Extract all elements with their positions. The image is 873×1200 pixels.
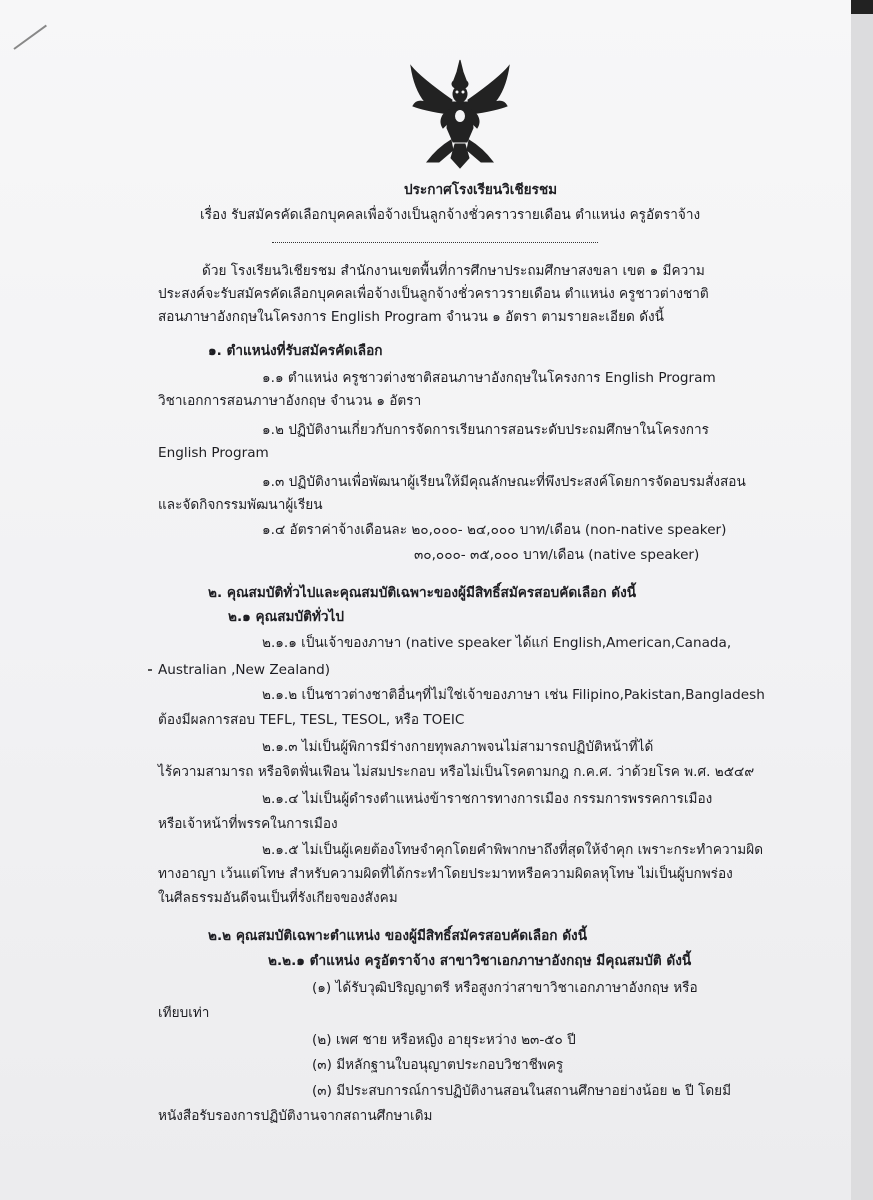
garuda-emblem-icon	[405, 58, 515, 170]
section-2-1-line: ๒.๑.๓ ไม่เป็นผู้พิการมีร่างกายทุพลภาพจนไม่สามารถปฏิบัติหน้าที่ได้	[262, 739, 654, 755]
section-2-1-line: ไร้ความสามารถ หรือจิตฟั่นเฟือน ไม่สมประกอบ หรือไม่เป็นโรคตามกฎ ก.ค.ศ. ว่าด้วยโรค พ.ศ. ๒๕๔๙	[158, 764, 755, 780]
section-2-2-heading: ๒.๒ คุณสมบัติเฉพาะตำแหน่ง ของผู้มีสิทธิ์สมัครสอบคัดเลือก ดังนี้	[208, 928, 587, 944]
intro-line: ประสงค์จะรับสมัครคัดเลือกบุคคลเพื่อจ้างเป็นลูกจ้างชั่วคราวรายเดือน ตำแหน่ง ครูชาวต่างชาติ	[158, 286, 709, 302]
qualification-item: หนังสือรับรองการปฏิบัติงานจากสถานศึกษาเดิม	[158, 1108, 433, 1124]
scan-corner	[851, 0, 873, 14]
qualification-item: (๓) มีหลักฐานใบอนุญาตประกอบวิชาชีพครู	[312, 1057, 564, 1073]
staple-mark	[13, 25, 47, 50]
section-2-heading: ๒. คุณสมบัติทั่วไปและคุณสมบัติเฉพาะของผู้มีสิทธิ์สมัครสอบคัดเลือก ดังนี้	[208, 585, 637, 601]
section-2-1-line: ในศีลธรรมอันดีจนเป็นที่รังเกียจของสังคม	[158, 890, 398, 906]
section-2-1-line: ต้องมีผลการสอบ TEFL, TESL, TESOL, หรือ TOEIC	[158, 712, 465, 728]
section-2-1-line: ๒.๑.๒ เป็นชาวต่างชาติอื่นๆที่ไม่ใช่เจ้าของภาษา เช่น Filipino,Pakistan,Bangladesh	[262, 687, 765, 703]
section-1-line: ๑.๒ ปฏิบัติงานเกี่ยวกับการจัดการเรียนการสอนระดับประถมศึกษาในโครงการ	[262, 422, 709, 438]
qualification-item: (๓) มีประสบการณ์การปฏิบัติงานสอนในสถานศึกษาอย่างน้อย ๒ ปี โดยมี	[312, 1083, 732, 1099]
section-1-line: ๑.๔ อัตราค่าจ้างเดือนละ ๒๐,๐๐๐- ๒๔,๐๐๐ บาท/เดือน (non-native speaker)	[262, 522, 727, 538]
section-2-1-line: ๒.๑.๔ ไม่เป็นผู้ดำรงตำแหน่งข้าราชการทางการเมือง กรรมการพรรคการเมือง	[262, 791, 713, 807]
section-2-1-line: ๒.๑.๑ เป็นเจ้าของภาษา (native speaker ได้แก่ English,American,Canada,	[262, 635, 732, 651]
margin-mark	[148, 669, 152, 671]
intro-line: สอนภาษาอังกฤษในโครงการ English Program จำนวน ๑ อัตรา ตามรายละเอียด ดังนี้	[158, 309, 664, 325]
section-1-line: วิชาเอกการสอนภาษาอังกฤษ จำนวน ๑ อัตรา	[158, 393, 422, 409]
divider-dots	[272, 238, 598, 243]
section-1-line: ๑.๓ ปฏิบัติงานเพื่อพัฒนาผู้เรียนให้มีคุณลักษณะที่พึงประสงค์โดยการจัดอบรมสั่งสอน	[262, 474, 746, 490]
section-1-line: ๑.๑ ตำแหน่ง ครูชาวต่างชาติสอนภาษาอังกฤษในโครงการ English Program	[262, 370, 716, 386]
section-1-line: ๓๐,๐๐๐- ๓๕,๐๐๐ บาท/เดือน (native speaker)	[414, 547, 700, 563]
section-2-1-line: ๒.๑.๕ ไม่เป็นผู้เคยต้องโทษจำคุกโดยคำพิพากษาถึงที่สุดให้จำคุก เพราะกระทำความผิด	[262, 842, 764, 858]
section-2-1-heading: ๒.๑ คุณสมบัติทั่วไป	[228, 609, 344, 625]
section-1-heading: ๑. ตำแหน่งที่รับสมัครคัดเลือก	[208, 343, 383, 359]
page-edge-shadow	[851, 0, 873, 1200]
section-1-line: English Program	[158, 445, 269, 461]
intro-line: ด้วย โรงเรียนวิเชียรชม สำนักงานเขตพื้นที่การศึกษาประถมศึกษาสงขลา เขต ๑ มีความ	[202, 263, 705, 279]
qualification-item: (๑) ได้รับวุฒิปริญญาตรี หรือสูงกว่าสาขาวิชาเอกภาษาอังกฤษ หรือ	[312, 980, 698, 996]
section-2-1-line: ทางอาญา เว้นแต่โทษ สำหรับความผิดที่ได้กระทำโดยประมาทหรือความผิดลหุโทษ ไม่เป็นผู้บกพร่อง	[158, 866, 733, 882]
qualification-item: เทียบเท่า	[158, 1005, 210, 1021]
section-1-line: และจัดกิจกรรมพัฒนาผู้เรียน	[158, 497, 323, 513]
qualification-item: (๒) เพศ ชาย หรือหญิง อายุระหว่าง ๒๓-๕๐ ปี	[312, 1032, 576, 1048]
section-2-2-1-heading: ๒.๒.๑ ตำแหน่ง ครูอัตราจ้าง สาขาวิชาเอกภาษาอังกฤษ มีคุณสมบัติ ดังนี้	[268, 953, 692, 969]
announcement-subject: เรื่อง รับสมัครคัดเลือกบุคคลเพื่อจ้างเป็นลูกจ้างชั่วคราวรายเดือน ตำแหน่ง ครูอัตราจ้าง	[200, 207, 701, 223]
section-2-1-line: หรือเจ้าหน้าที่พรรคในการเมือง	[158, 816, 338, 832]
section-2-1-line: Australian ,New Zealand)	[158, 662, 331, 678]
announcement-title: ประกาศโรงเรียนวิเชียรชม	[404, 182, 558, 198]
